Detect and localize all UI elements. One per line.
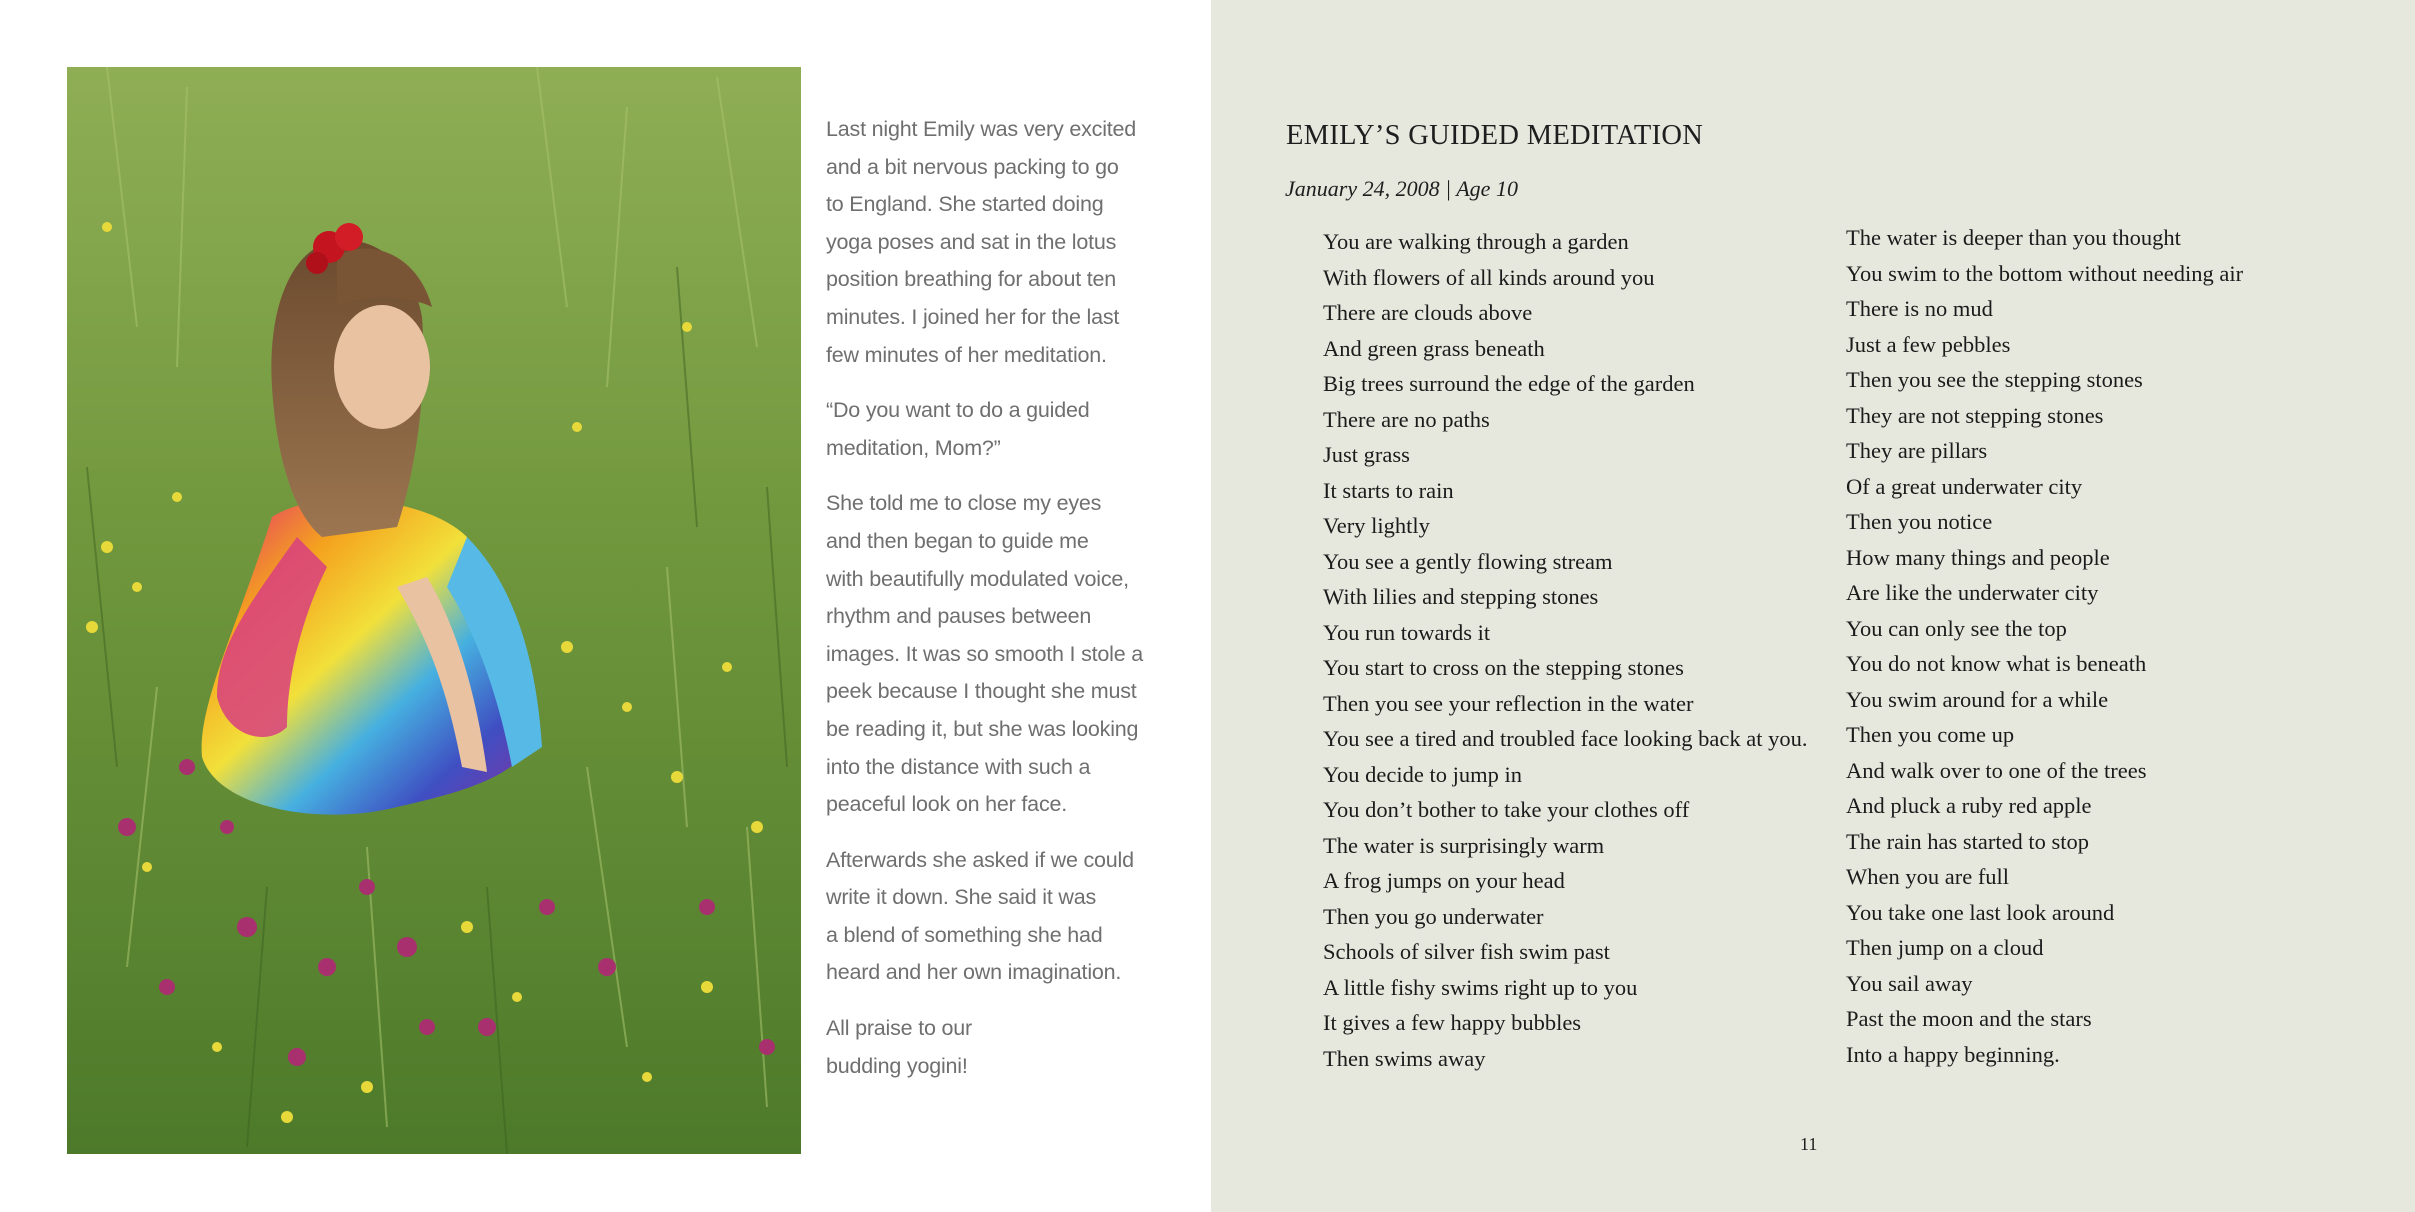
verse-line: Then you notice — [1846, 509, 1993, 534]
verse-line: You take one last look around — [1846, 899, 2115, 925]
verse-line: It gives a few happy bubbles — [1323, 1010, 1582, 1035]
verse-line: With flowers of all kinds around you — [1323, 264, 1655, 290]
verse-line: Into a happy beginning. — [1846, 1041, 2060, 1067]
verse-line: There are clouds above — [1323, 300, 1533, 325]
story-text — [826, 111, 1186, 1103]
verse-line: And green grass beneath — [1323, 335, 1545, 361]
paragraph-2: “Do you want to do a guided meditation, Mom?” — [826, 398, 1090, 460]
verse-line: Very lightly — [1323, 513, 1430, 538]
verse-line: Schools of silver fish swim past — [1323, 939, 1610, 964]
verse-line: You don’t bother to take your clothes off — [1323, 797, 1690, 822]
verse-line: Of a great underwater city — [1846, 473, 2083, 499]
verse-line: Then you see your reflection in the water — [1323, 690, 1694, 716]
verse-line: Past the moon and the stars — [1846, 1006, 2092, 1031]
paragraph-5: All praise to our budding yogini! — [826, 1016, 972, 1078]
verse-line: And walk over to one of the trees — [1846, 757, 2147, 783]
verse-line: The water is surprisingly warm — [1323, 832, 1605, 858]
verse-line: Just a few pebbles — [1846, 331, 2011, 357]
verse-line: Then jump on a cloud — [1846, 935, 2044, 960]
verse-line: You are walking through a garden — [1323, 229, 1629, 254]
verse-line: When you are full — [1846, 864, 2010, 889]
verse-line: How many things and people — [1846, 544, 2110, 570]
verse-line: You see a tired and troubled face looking back at you. — [1323, 726, 1808, 751]
photo-of-girl-in-meadow-icon — [67, 67, 801, 1154]
verse-line: You decide to jump in — [1323, 761, 1522, 787]
verse-line: Are like the underwater city — [1846, 580, 2099, 605]
verse-line: A little fishy swims right up to you — [1323, 974, 1638, 1000]
verse-line: There are no paths — [1323, 406, 1490, 432]
verse-line: It starts to rain — [1323, 477, 1454, 503]
verse-line: With lilies and stepping stones — [1323, 584, 1599, 609]
verse-line: The rain has started to stop — [1846, 828, 2090, 854]
verse-line: Then swims away — [1323, 1045, 1486, 1071]
verse-line: You swim to the bottom without needing air — [1846, 260, 2244, 286]
date-and-age: January 24, 2008 | Age 10 — [1285, 176, 1518, 201]
verse-line: A frog jumps on your head — [1323, 868, 1565, 893]
verse-line: You can only see the top — [1846, 615, 2067, 641]
paragraph-3: She told me to close my eyes and then began to guide me with beautifully modulated voice, rhythm and pauses between images. It was so smooth I stole a peek because I thought she must be reading it, but she was looking into the distance with such a peaceful look on her face. — [826, 491, 1144, 817]
verse-line: Then you go underwater — [1323, 903, 1544, 929]
paragraph-4: Afterwards she asked if we could write it down. She said it was a blend of something she had heard and her own imagination. — [826, 847, 1134, 985]
verse-line: There is no mud — [1846, 296, 1993, 321]
meditation-verse-right-column — [1846, 220, 2243, 1072]
verse-line: They are not stepping stones — [1846, 402, 2104, 428]
verse-line: You see a gently flowing stream — [1323, 548, 1613, 574]
verse-line: You do not know what is beneath — [1846, 651, 2147, 676]
page-number: 11 — [1800, 1134, 1818, 1154]
verse-line: Just grass — [1323, 442, 1410, 467]
verse-line: You start to cross on the stepping stones — [1323, 655, 1684, 680]
paragraph-1: Last night Emily was very excited and a bit nervous packing to go to England. She started doing yoga poses and sat in the lotus position breathing for about ten minutes. I joined her for the last few minutes of her meditation. — [826, 117, 1137, 367]
verse-line: You run towards it — [1323, 619, 1491, 645]
meditation-verse-left-column — [1323, 224, 1807, 1076]
verse-line: The water is deeper than you thought — [1846, 225, 2181, 250]
verse-line: They are pillars — [1846, 438, 1988, 463]
verse-line: And pluck a ruby red apple — [1846, 793, 2092, 818]
page-title: EMILY’S GUIDED MEDITATION — [1286, 120, 1704, 151]
verse-line: Then you come up — [1846, 722, 2015, 747]
verse-line: You swim around for a while — [1846, 686, 2109, 712]
verse-line: Big trees surround the edge of the garden — [1323, 371, 1695, 396]
verse-line: You sail away — [1846, 970, 1973, 996]
verse-line: Then you see the stepping stones — [1846, 367, 2143, 392]
